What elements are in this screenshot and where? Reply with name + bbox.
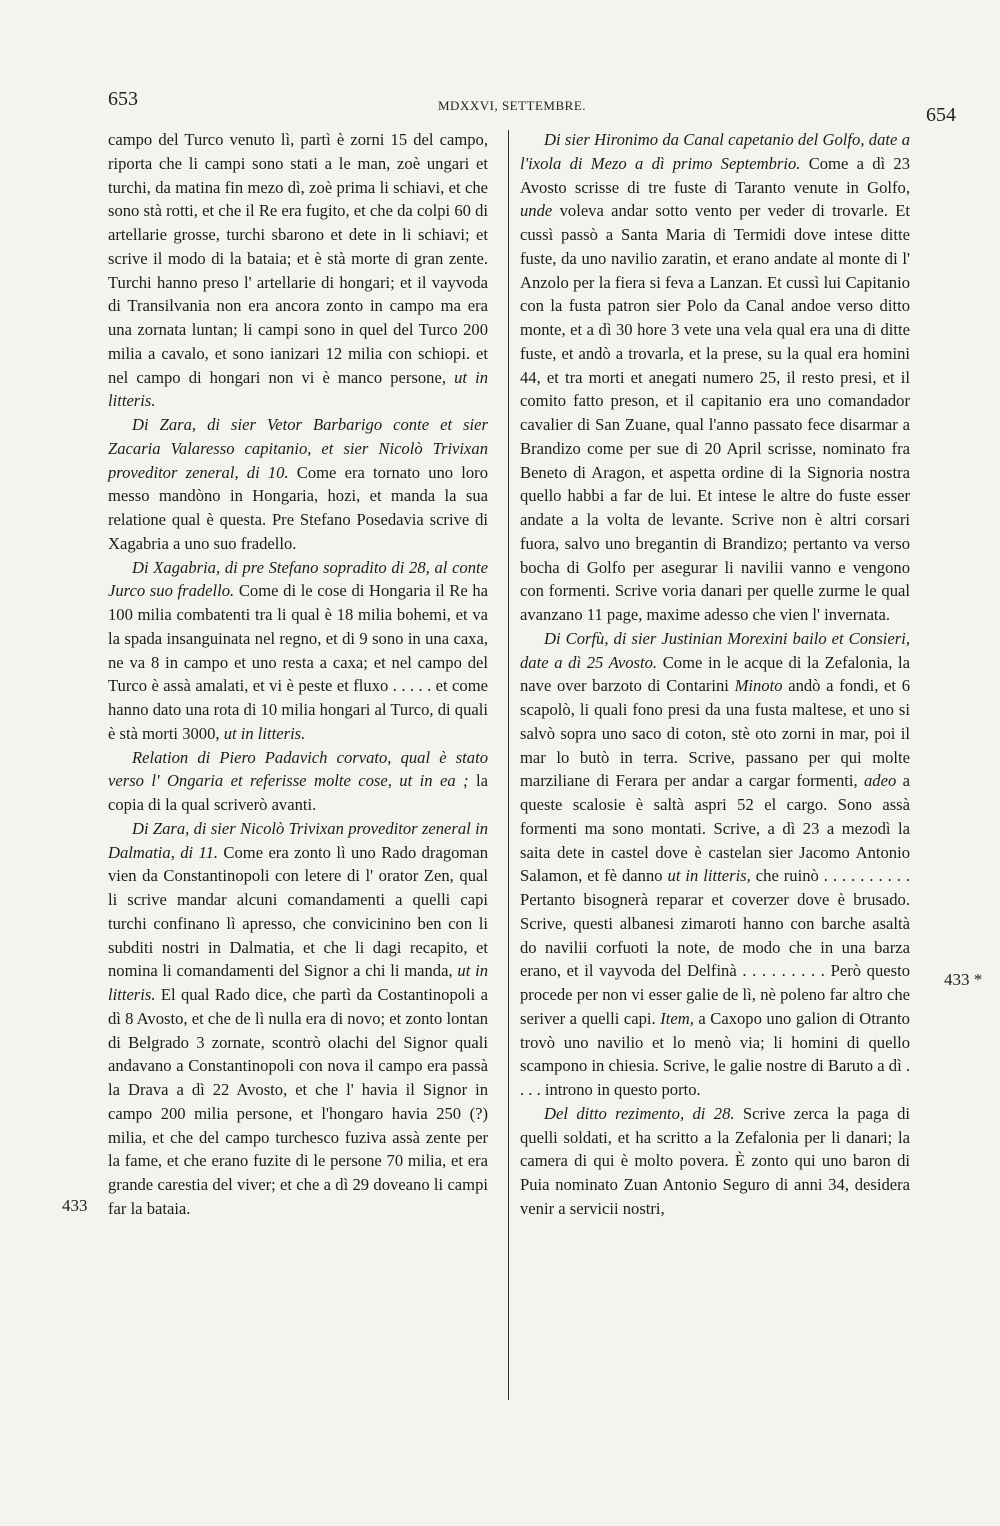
paragraph-text: Come in le acque di la Zefalonia, la nave over barzoto di Contarini	[520, 652, 911, 696]
left-column	[108, 128, 488, 1221]
paragraph-text: Come era tornato uno loro messo mandòno in Hongaria, hozi, et manda la sua relatione qual è questa. Pre Stefano Posedavia scrive di Xagabria a uno suo fradello.	[108, 462, 488, 553]
entry-heading: Di Zara, di sier Vetor Barbarigo conte et sier Zacaria Valaresso capitanio, et sier Nicolò Trivixan proveditor zeneral, di 10.	[108, 415, 488, 482]
paragraph-text: andò a fondi, et 6 scapolò, li quali fono presi da una fusta maltese, et uno si salvò sopra uno saco di coton, stè oto zorni in mar, poi il mar lo butò in terra. Scrive, passano per qui molte marziliane di Ferara per andar a cargar formenti,	[520, 676, 910, 791]
italic-text: ut in litteris.	[223, 723, 306, 743]
paragraph	[520, 627, 910, 1102]
paragraph-text: voleva andar sotto vento per veder di trovarle. Et cussì passò a Santa Maria di Termidi dove intese ditte fuste, da uno navilio zaratin, et erano andate al monte di l' Anzolo per la fiera si feva a Lanzan. Et cussì lui Capitanio con la fusta patron sier Polo da Canal andoe verso ditto monte, et a dì 30 hore 3 vete una vela qual era una di ditte fuste, et andò a trovarla, et la prese, su la qual era homini 44, et tra morti et anegati numero 25, il resto presi, et il comito fatto preson, et il capitanio era uno comandador cavalier di San Zuane, qual l'anno passato fece disarmar a Brandizo come per sue di 20 April scrisse, nominato fra Beneto di Aragon, et aspetta ordine di la Signoria nostra quello habbi a far de lui. Et intese le altre do fuste esser andate a la volta de levante. Scrive non è altri corsari fuora, salvo uno bregantin di Brandizo; pertanto va verso bocha di Golfo per asegurar li navilii vanno e vengono con formenti. Scrive voria danari per quelle zurme le qual avanzano 11 page, maxime adesso che vien l' invernata.	[520, 201, 910, 624]
paragraph-text: campo del Turco venuto lì, partì è zorni 15 del campo, riporta che li campi sono stati a le man, zoè ungari et turchi, da matina fin mezo dì, zoè prima li schiavi, et che sono stà rotti, et che il Re era fugito, et che da colpi 60 di artellarie grosse, turchi sbarono et dete in li schiavi; et scrive il modo di la bataia; et è stà morte di gran zente. Turchi hanno preso l' artellarie di hongari; et il vayvoda di Transilvania non era ancora zonto in campo ma era una zornata luntan; li campi sono in quel del Turco 200 milia a cavalo, et sono ianizari 12 milia con schiopi. et nel campo di hongari non vi è manco persone,	[108, 130, 488, 387]
paragraph-text: Come era zonto lì uno Rado dragoman vien da Constantinopoli con letere di l' orator Zen, qual li scrive mandar alcuni comandamenti a quelli capi turchi confinano lì apresso, che convicinino ben con li subditi nostri in Dalmatia, et che li dagi recapito, et nomina li comandamenti del Signor a chi li manda,	[108, 842, 488, 981]
page-number-left: 653	[108, 88, 138, 110]
margin-folio-mark-right: 433 *	[944, 970, 983, 989]
paragraph	[520, 128, 910, 627]
entry-heading: Di Corfù, di sier Justinian Morexini bailo et Consieri, date a dì 25 Avosto.	[520, 628, 910, 672]
paragraph-text: a Caxopo uno galion di Otranto trovò uno navilio et lo menò via; li homini di quello scampono in chiesia. Scrive, le galie nostre di Baruto a dì . . . . introno in questo porto.	[520, 1008, 910, 1099]
running-title: MDXXVI, SETTEMBRE.	[438, 98, 587, 113]
italic-text: ut in litteris.	[108, 961, 488, 1004]
column-divider	[508, 130, 509, 1400]
page-number-right: 654	[926, 104, 956, 126]
entry-heading: Relation di Piero Padavich corvato, qual è stato verso l' Ongaria et referisse molte cose, ut in ea ;	[108, 747, 488, 791]
paragraph-text: Scrive zerca la paga di quelli soldati, et ha scritto a la Zefalonia per li danari; la camera di qui è molto povera. È zonto qui uno baron di Puia nominato Zuan Antonio Seguro di anni 34, desidera venir a servicii nostri,	[520, 1103, 910, 1218]
entry-heading: Di Zara, di sier Nicolò Trivixan proveditor zeneral in Dalmatia, di 11.	[108, 818, 488, 862]
entry-heading: Di sier Hironimo da Canal capetanio del Golfo, date a l'ixola di Mezo a dì primo Septembrio.	[520, 130, 910, 173]
paragraph	[108, 413, 488, 556]
italic-text: ut in litteris.	[108, 367, 488, 411]
italic-text: unde	[520, 201, 553, 221]
italic-text: Item,	[660, 1008, 694, 1028]
paragraph-text: la copia di la qual scriverò avanti.	[108, 771, 488, 814]
paragraph	[108, 128, 488, 413]
paragraph-text: Come a dì 23 Avosto scrisse di tre fuste di Taranto venute in Golfo,	[520, 153, 911, 197]
paragraph	[108, 746, 488, 817]
paragraph-text: a queste scalosie è saltà aspri 52 el cargo. Sono assà formenti ma sono montati. Scrive, a dì 23 a mezodì la saita dete in castel dove è castelan sier Jacomo Antonio Salamon, et fè danno	[520, 771, 910, 886]
paragraph	[108, 817, 488, 1221]
margin-folio-mark-left: 433	[62, 1196, 88, 1215]
entry-heading: Del ditto rezimento, di 28.	[544, 1103, 735, 1123]
paragraph-text: Come di le cose di Hongaria il Re ha 100 milia combatenti tra li qual è 18 milia bohemi, et va la spada insanguinata nel regno, et di 9 sono in una caxa, ne va 8 in campo et uno resta a caxa; et nel campo del Turco è assà amalati, et vi è peste et fluxo . . . . . et come hanno dato una rota di 10 milia hongari al Turco, di quali è stà morti 3000,	[108, 581, 488, 743]
paragraph	[520, 1102, 910, 1221]
right-column	[520, 128, 910, 1221]
entry-heading: Di Xagabria, di pre Stefano sopradito di 28, al conte Jurco suo fradello.	[108, 557, 488, 601]
paragraph-text: che ruinò . . . . . . . . . . Pertanto bisognerà reparar et coverzer dove è brusado. Scrive, questi albanesi zimaroti hanno con barche asaltà do navilii corfuoti la note, de modo che in una barza erano, et il vayvoda del Delfinà . . . . . . . . . Però questo procede per non vi esser galie de lì, nè poleno far altro che seriver a quelli capi.	[520, 866, 911, 1028]
italic-text: Minoto	[734, 676, 783, 696]
paragraph-text: El qual Rado dice, che partì da Costantinopoli a dì 8 Avosto, et che de lì nulla era di novo; et zonto lontan di Belgrado 3 zornate, scontrò olachi del Signor quali andavano a Constantinopoli con nova il campo era passà la Drava a dì 22 Avosto, et che l' havia il Signor in campo 200 milia persone, et l'hongaro havia 250 (?) milia, et che del campo turchesco fuziva assà zente per la fame, et che erano fuzite di le persone 70 milia, et era grande carestia del viver; et che a dì 29 doveano li campi far la bataia.	[108, 985, 488, 1218]
italic-text: adeo	[863, 771, 897, 791]
italic-text: ut in litteris,	[667, 866, 751, 886]
paragraph	[108, 556, 488, 746]
